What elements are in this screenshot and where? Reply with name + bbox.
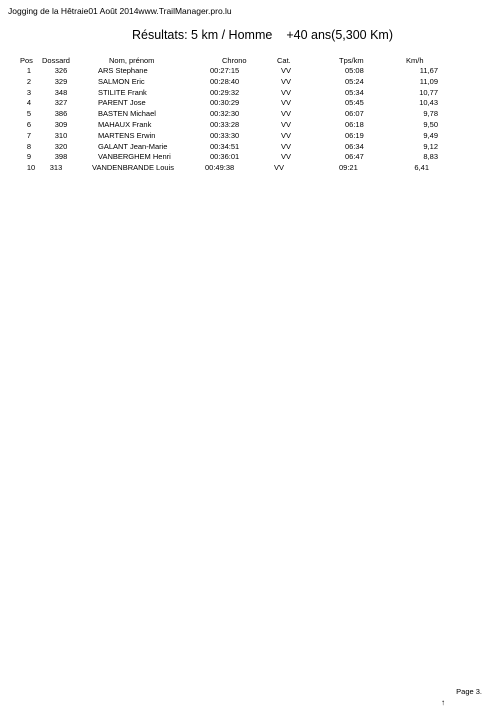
cell-kmh: 11,09	[419, 76, 438, 86]
arrow-up-icon: ↑	[441, 698, 445, 707]
cell-kmh: 9,78	[423, 109, 438, 119]
cell-name: MAHAUX Frank	[98, 120, 152, 129]
col-header-tps: Tps/km	[339, 56, 364, 65]
cell-dossard: 398	[54, 152, 68, 162]
table-row	[0, 163, 500, 175]
cell-kmh: 9,49	[423, 130, 438, 140]
cell-cat: VV	[281, 66, 292, 75]
cell-kmh: 9,12	[423, 141, 438, 151]
cell-name: GALANT Jean-Marie	[98, 141, 168, 151]
col-header-pos: Pos	[20, 56, 33, 65]
cell-cat: VV	[281, 98, 292, 108]
cell-kmh: 10,43	[419, 98, 438, 108]
cell-dossard: 309	[54, 120, 68, 129]
title-main: Résultats: 5 km / Homme	[132, 28, 273, 42]
cell-pos: 1	[26, 66, 32, 75]
cell-pos: 9	[26, 152, 32, 162]
cell-pos: 5	[26, 109, 32, 119]
cell-kmh: 10,77	[419, 87, 438, 97]
cell-chrono: 00:29:32	[210, 87, 240, 97]
cell-chrono: 00:30:29	[210, 98, 240, 108]
cell-cat: VV	[281, 109, 292, 119]
cell-tps-km: 09:21	[339, 163, 358, 173]
cell-name: ARS Stephane	[98, 66, 148, 75]
cell-pos: 8	[26, 141, 32, 151]
cell-kmh: 8,83	[423, 152, 438, 162]
cell-name: SALMON Eric	[98, 76, 145, 86]
event-header: Jogging de la Hêtraie01 Août 2014www.TrailManager.pro.lu	[8, 6, 232, 16]
cell-cat: VV	[281, 87, 292, 97]
cell-chrono: 00:33:28	[210, 120, 240, 129]
cell-chrono: 00:49:38	[205, 163, 235, 173]
cell-cat: VV	[274, 163, 285, 173]
cell-cat: VV	[281, 152, 292, 162]
cell-pos: 2	[26, 76, 32, 86]
cell-tps-km: 06:18	[345, 120, 364, 129]
cell-tps-km: 05:34	[345, 87, 364, 97]
cell-tps-km: 06:19	[345, 130, 364, 140]
cell-tps-km: 06:07	[345, 109, 364, 119]
cell-chrono: 00:36:01	[210, 152, 240, 162]
cell-chrono: 00:32:30	[210, 109, 240, 119]
cell-chrono: 00:28:40	[210, 76, 240, 86]
cell-tps-km: 05:24	[345, 76, 364, 86]
col-header-kmh: Km/h	[406, 56, 424, 65]
cell-pos: 7	[26, 130, 32, 140]
cell-name: BASTEN Michael	[98, 109, 156, 119]
cell-kmh: 9,50	[423, 120, 438, 129]
cell-tps-km: 06:34	[345, 141, 364, 151]
cell-dossard: 348	[54, 87, 68, 97]
col-header-dossard: Dossard	[42, 56, 70, 65]
cell-dossard: 313	[49, 163, 63, 173]
cell-dossard: 326	[54, 66, 68, 75]
cell-tps-km: 06:47	[345, 152, 364, 162]
cell-chrono: 00:27:15	[210, 66, 240, 75]
cell-dossard: 329	[54, 76, 68, 86]
cell-pos: 3	[26, 87, 32, 97]
cell-pos: 10	[26, 163, 36, 173]
title-category: +40 ans(5,300 Km)	[286, 28, 393, 42]
cell-cat: VV	[281, 141, 292, 151]
cell-name: VANDENBRANDE Louis	[92, 163, 174, 173]
page-title	[132, 28, 393, 42]
cell-cat: VV	[281, 120, 292, 129]
cell-dossard: 320	[54, 141, 68, 151]
cell-dossard: 310	[54, 130, 68, 140]
cell-kmh: 6,41	[414, 163, 429, 173]
col-header-cat: Cat.	[277, 56, 291, 65]
cell-cat: VV	[281, 130, 292, 140]
cell-cat: VV	[281, 76, 292, 86]
cell-chrono: 00:34:51	[210, 141, 240, 151]
cell-tps-km: 05:08	[345, 66, 364, 75]
cell-chrono: 00:33:30	[210, 130, 240, 140]
col-header-chrono: Chrono	[222, 56, 247, 65]
cell-dossard: 386	[54, 109, 68, 119]
cell-pos: 6	[26, 120, 32, 129]
cell-name: VANBERGHEM Henri	[98, 152, 171, 162]
cell-name: PARENT Jose	[98, 98, 146, 108]
cell-kmh: 11,67	[419, 66, 438, 75]
cell-dossard: 327	[54, 98, 68, 108]
cell-tps-km: 05:45	[345, 98, 364, 108]
col-header-name: Nom, prénom	[109, 56, 155, 65]
cell-name: STILITE Frank	[98, 87, 147, 97]
cell-name: MARTENS Erwin	[98, 130, 156, 140]
cell-pos: 4	[26, 98, 32, 108]
page-number: Page 3.	[456, 687, 482, 696]
